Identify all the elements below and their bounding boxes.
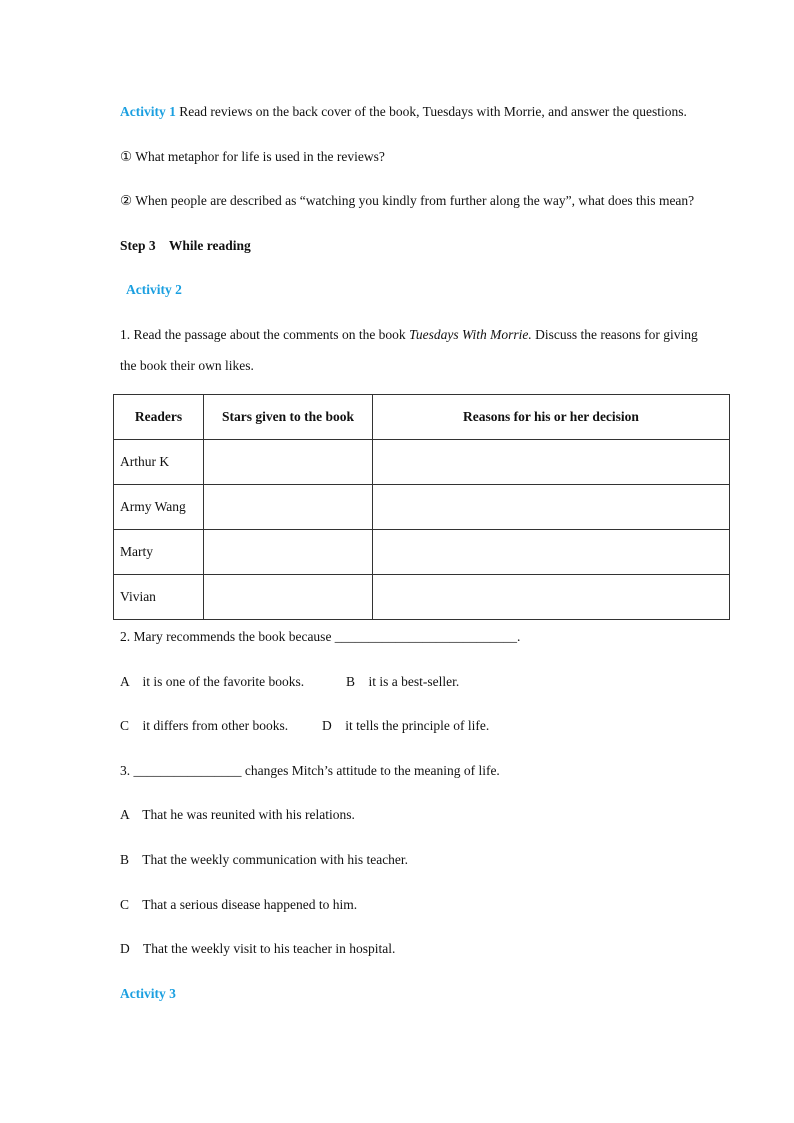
activity2-question-2: 2. Mary recommends the book because ___________________________. <box>120 629 521 644</box>
q2-option-a: A it is one of the favorite books. <box>120 674 305 689</box>
header-reasons: Reasons for his or her decision <box>373 395 730 440</box>
readers-table <box>113 394 730 620</box>
activity1-text: Read reviews on the back cover of the book, Tuesdays with Morrie, and answer the questions. <box>175 104 687 119</box>
q3-option-c: C That a serious disease happened to him. <box>120 897 358 912</box>
q2-option-c: C it differs from other books. <box>120 718 289 733</box>
stars-cell[interactable] <box>204 485 373 530</box>
reasons-cell[interactable] <box>373 440 730 485</box>
q3-option-a: A That he was reunited with his relations. <box>120 807 355 822</box>
q3-option-d: D That the weekly visit to his teacher in hospital. <box>120 941 396 956</box>
reasons-cell[interactable] <box>373 530 730 575</box>
reader-name: Marty <box>114 530 204 575</box>
header-readers: Readers <box>114 395 204 440</box>
stars-cell[interactable] <box>204 575 373 620</box>
activity2-question-1 <box>120 326 698 344</box>
q1-text: 1. Read the passage about the comments on the book <box>120 327 410 342</box>
activity1-instruction <box>120 103 687 121</box>
table-row <box>114 485 730 530</box>
book-title: Tuesdays With Morrie. <box>409 327 532 342</box>
reader-name: Arthur K <box>114 440 204 485</box>
activity2-question-3: 3. ________________ changes Mitch’s attitude to the meaning of life. <box>120 763 500 778</box>
activity2-question-1-line2: the book their own likes. <box>120 358 254 373</box>
table-row <box>114 440 730 485</box>
header-stars: Stars given to the book <box>204 395 373 440</box>
reader-name: Army Wang <box>114 485 204 530</box>
table-row <box>114 575 730 620</box>
activity2-heading: Activity 2 <box>126 282 182 297</box>
activity1-heading: Activity 1 <box>120 104 176 119</box>
q3-option-b: B That the weekly communication with his teacher. <box>120 852 409 867</box>
reader-name: Vivian <box>114 575 204 620</box>
step3-heading: Step 3 While reading <box>120 238 251 253</box>
table-row <box>114 530 730 575</box>
reasons-cell[interactable] <box>373 485 730 530</box>
stars-cell[interactable] <box>204 530 373 575</box>
table-header-row <box>114 395 730 440</box>
activity3-heading: Activity 3 <box>120 986 176 1001</box>
q2-option-b: B it is a best-seller. <box>346 674 460 689</box>
q1-text-end: Discuss the reasons for giving <box>531 327 698 342</box>
activity1-question-1: ① What metaphor for life is used in the reviews? <box>120 149 385 164</box>
q2-option-d: D it tells the principle of life. <box>322 718 490 733</box>
stars-cell[interactable] <box>204 440 373 485</box>
reasons-cell[interactable] <box>373 575 730 620</box>
activity1-question-2: ② When people are described as “watching you kindly from further along the way”, what does this mean? <box>120 193 695 208</box>
